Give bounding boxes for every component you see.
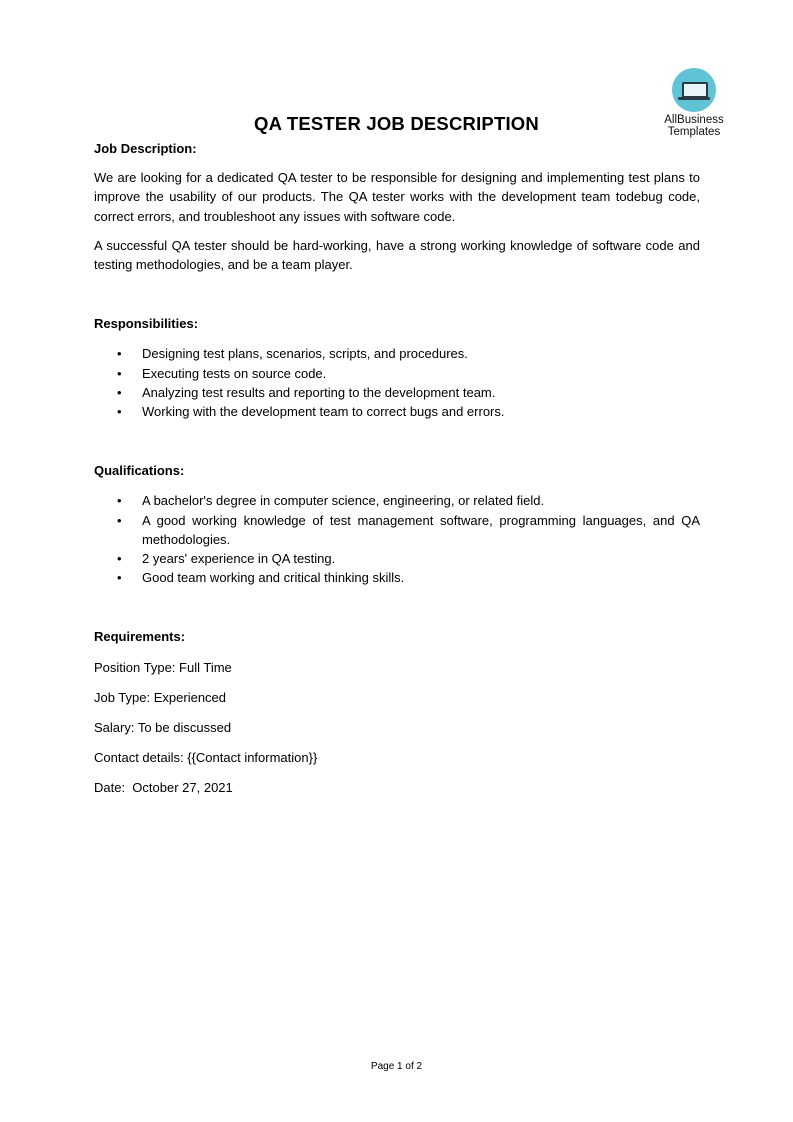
bullet: • (117, 512, 122, 528)
position-type: Position Type: Full Time (94, 659, 232, 675)
laptop-icon (672, 68, 716, 112)
bullet: • (117, 365, 122, 381)
page-number: Page 1 of 2 (370, 1061, 423, 1072)
list-item-text: Good team working and critical thinking skills. (142, 570, 405, 586)
list-item (94, 549, 700, 568)
list-item-text: Analyzing test results and reporting to the development team. (142, 384, 496, 400)
list-item (94, 511, 700, 549)
list-item-text: A bachelor's degree in computer science, engineering, or related field. (142, 493, 545, 509)
qualifications-heading: Qualifications: (94, 463, 185, 479)
date: Date: October 27, 2021 (94, 780, 233, 796)
document-body (94, 139, 700, 798)
requirements-heading: Requirements: (94, 629, 186, 645)
qualifications-list (94, 491, 700, 587)
bullet: • (117, 551, 122, 567)
job-description-paragraph-2: A successful QA tester should be hard-working, have a strong working knowledge of software code and testing methodologies, and be a team player. (94, 237, 700, 273)
list-item-text: A good working knowledge of test management software, programming languages, and QA methodologies. (142, 512, 700, 547)
list-item-text: Executing tests on source code. (142, 365, 327, 381)
list-item (94, 402, 700, 421)
responsibilities-list (94, 344, 700, 421)
document-title: QA TESTER JOB DESCRIPTION (254, 113, 539, 134)
contact-details: Contact details: {{Contact information}} (94, 750, 318, 766)
list-item (94, 364, 700, 383)
list-item (94, 344, 700, 363)
bullet: • (117, 384, 122, 400)
responsibilities-heading: Responsibilities: (94, 316, 199, 332)
bullet: • (117, 493, 122, 509)
list-item (94, 491, 700, 510)
bullet: • (117, 404, 122, 420)
list-item (94, 383, 700, 402)
job-description-paragraph-1: We are looking for a dedicated QA tester to be responsible for designing and implementing test plans to improve the usability of our products. The QA tester works with the development team todebug code, correct errors, and troubleshoot any issues with software code. (94, 170, 700, 224)
bullet: • (117, 570, 122, 586)
salary: Salary: To be discussed (94, 720, 232, 736)
logo-text-line1: AllBusiness (664, 114, 724, 126)
job-type: Job Type: Experienced (94, 689, 227, 705)
bullet: • (117, 346, 122, 362)
list-item-text: 2 years' experience in QA testing. (142, 551, 336, 567)
list-item-text: Working with the development team to correct bugs and errors. (142, 404, 505, 420)
list-item-text: Designing test plans, scenarios, scripts, and procedures. (142, 346, 468, 362)
logo-text-line2: Templates (667, 126, 721, 138)
list-item (94, 568, 700, 587)
job-description-heading: Job Description: (94, 141, 197, 156)
